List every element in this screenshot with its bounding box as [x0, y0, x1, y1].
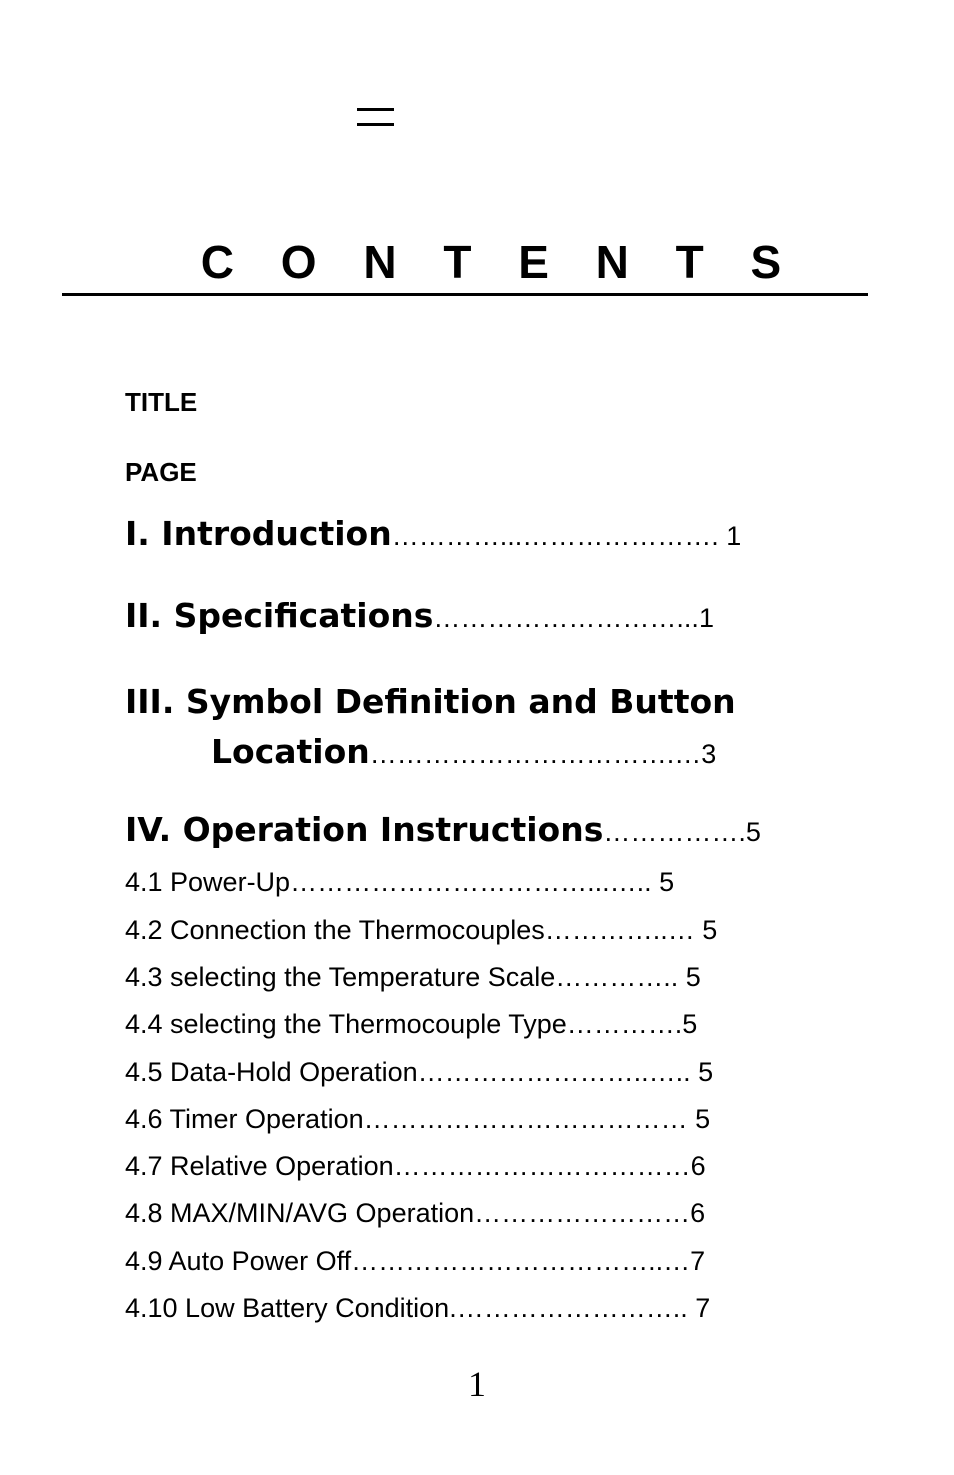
toc-entry-label: IV. Operation Instructions — [125, 810, 604, 849]
toc-subentry-auto-power-off[interactable]: 4.9 Auto Power Off……………………………..…7 — [125, 1246, 706, 1276]
toc-subentry-temperature-scale[interactable]: 4.3 selecting the Temperature Scale………….. 5 — [125, 962, 701, 992]
page-column-label: PAGE — [125, 457, 197, 487]
toc-leader-dots: ………………………... — [433, 603, 699, 633]
header-mark-bottom-bar — [357, 123, 394, 126]
toc-entry-operation-instructions[interactable] — [125, 810, 761, 852]
toc-page-number: 5 — [745, 817, 761, 847]
page-number: 1 — [468, 1364, 486, 1404]
toc-leader-dots: …………...…………………. — [391, 521, 727, 551]
toc-entry-symbol-definition[interactable] — [125, 677, 736, 779]
toc-subentry-max-min-avg[interactable]: 4.8 MAX/MIN/AVG Operation……………………6 — [125, 1198, 706, 1228]
toc-page-number: 1 — [726, 521, 742, 551]
toc-entry-specifications[interactable] — [125, 596, 714, 638]
toc-subentry-power-up[interactable]: 4.1 Power-Up……………………………...….. 5 — [125, 867, 675, 897]
toc-subentry-relative[interactable]: 4.7 Relative Operation……………………………6 — [125, 1151, 706, 1181]
toc-subentry-data-hold[interactable]: 4.5 Data-Hold Operation……………………..….. 5 — [125, 1057, 714, 1087]
toc-entry-label: II. Specifications — [125, 596, 434, 635]
toc-subentry-low-battery[interactable]: 4.10 Low Battery Condition.…………………….. 7 — [125, 1293, 711, 1323]
toc-subentry-thermocouple-type[interactable]: 4.4 selecting the Thermocouple Type………….5 — [125, 1009, 698, 1039]
title-underline — [62, 293, 868, 296]
toc-leader-dots: ……………. — [603, 817, 746, 847]
toc-subentry-connection-thermocouples[interactable]: 4.2 Connection the Thermocouples…………..… 5 — [125, 915, 718, 945]
toc-entry-label-line2: Location — [211, 732, 370, 771]
toc-entry-introduction[interactable] — [125, 514, 741, 556]
toc-entry-label: I. Introduction — [125, 514, 392, 553]
toc-entry-label-line1: III. Symbol Definition and Button — [125, 682, 736, 721]
header-mark — [357, 108, 394, 128]
toc-subentry-timer[interactable]: 4.6 Timer Operation……………………………… 5 — [125, 1104, 711, 1134]
header-mark-top-bar — [357, 108, 394, 111]
toc-page-number: 3 — [701, 739, 717, 769]
title-column-label: TITLE — [125, 387, 198, 417]
toc-leader-dots: …………………………….… — [369, 739, 702, 769]
toc-page-number: 1 — [698, 603, 714, 633]
contents-title: C O N T E N T S — [200, 236, 799, 288]
